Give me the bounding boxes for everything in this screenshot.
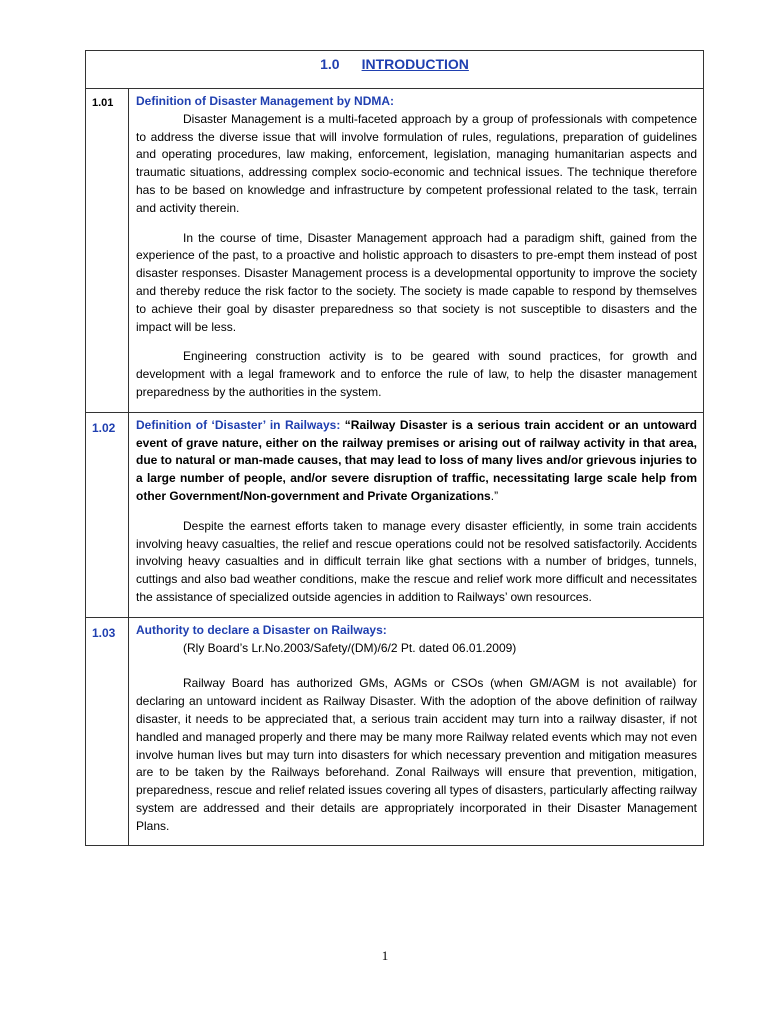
section-paragraph: Engineering construction activity is to be geared with sound practices, for growth and development with a legal framework and to enforce the rule of law, to help the disaster management preparedness by the authorities in the system. — [136, 349, 697, 399]
chapter-number: 1.0 — [320, 56, 340, 72]
section-number: 1.02 — [86, 412, 129, 617]
section-number: 1.01 — [86, 89, 129, 413]
section-heading: Definition of Disaster Management by NDMA: — [136, 94, 395, 108]
section-content — [129, 617, 704, 846]
section-paragraph: Disaster Management is a multi-faceted approach by a group of professionals with competence to address the diverse issue that will involve formulation of rules, regulations, preparation of guidelines and operating procedures, law making, enforcement, legislation, managing humanitarian aspects and traumatic situations, addressing complex socio-economic and technical issues. The technique therefore has to be based on knowledge and infrastructure by competent professional related to the task, terrain and activity therein. — [136, 111, 697, 215]
header-cell — [86, 51, 704, 89]
quote-close: .” — [490, 488, 499, 503]
section-row — [86, 412, 704, 617]
section-paragraph: Despite the earnest efforts taken to manage every disaster efficiently, in some train accidents involving heavy casualties, the relief and rescue operations could not be resolved satisfactorily. Accidents involving heavy casualties and in difficult terrain like ghat sections with a number of bridges, tunnels, cuttings and also bad weather conditions, make the rescue and relief work more difficult and necessitates the assistance of specialized outside agencies in addition to Railways’ own resources. — [136, 518, 697, 604]
board-reference: (Rly Board’s Lr.No.2003/Safety/(DM)/6/2 Pt. dated 06.01.2009) — [183, 640, 517, 655]
disaster-definition: Railway Disaster is a serious train accident or an untoward event of grave nature, either on the railway premises or arising out of railway activity in that area, due to natural or man-made causes, that may lead to loss of many lives and/or grievous injuries to a large number of people, and/or severe disruption of traffic, necessitating large scale help from other Government/Non-government and Private Organizations — [136, 417, 697, 503]
section-paragraph: In the course of time, Disaster Management approach had a paradigm shift, gained from the experience of the past, to a proactive and holistic approach to disasters to pre-empt them instead of post disaster responses. Disaster Management process is a developmental opportunity to improve the society and thereby reduce the risk factor to the society. The society is made capable to respond by themselves to achieve their goal by disaster preparedness so that society is not susceptible to disasters and the impact will be less. — [136, 230, 697, 334]
section-row — [86, 617, 704, 846]
heading-colon: : — [336, 417, 345, 432]
section-content — [129, 412, 704, 617]
section-heading: Definition of ‘Disaster’ in Railways — [136, 417, 337, 432]
section-row — [86, 89, 704, 413]
section-content — [129, 89, 704, 413]
section-heading: Authority to declare a Disaster on Railways: — [136, 622, 387, 637]
chapter-title: INTRODUCTION — [361, 56, 469, 72]
section-number: 1.03 — [86, 617, 129, 846]
section-paragraph: Railway Board has authorized GMs, AGMs or CSOs (when GM/AGM is not available) for declaring an untoward incident as Railway Disaster. With the adoption of the above definition of railway disaster, it needs to be appreciated that, a serious train accident may turn into a railway disaster, if not handled and managed properly and there may be many more Railway related events which may not even involve human lives but may turn into disasters for which necessary prevention and mitigation measures are to be taken by the Railways beforehand. Zonal Railways will ensure that prevention, mitigation, preparedness, rescue and relief related issues covering all types of disasters, particularly affecting railway system are addressed and their details are appropriately incorporated in their Disaster Management Plans. — [136, 676, 697, 833]
definition-paragraph — [136, 417, 697, 506]
quote-open: “ — [344, 417, 351, 432]
header-row — [86, 51, 704, 89]
document-table — [85, 50, 704, 846]
page-number: 1 — [381, 948, 389, 963]
